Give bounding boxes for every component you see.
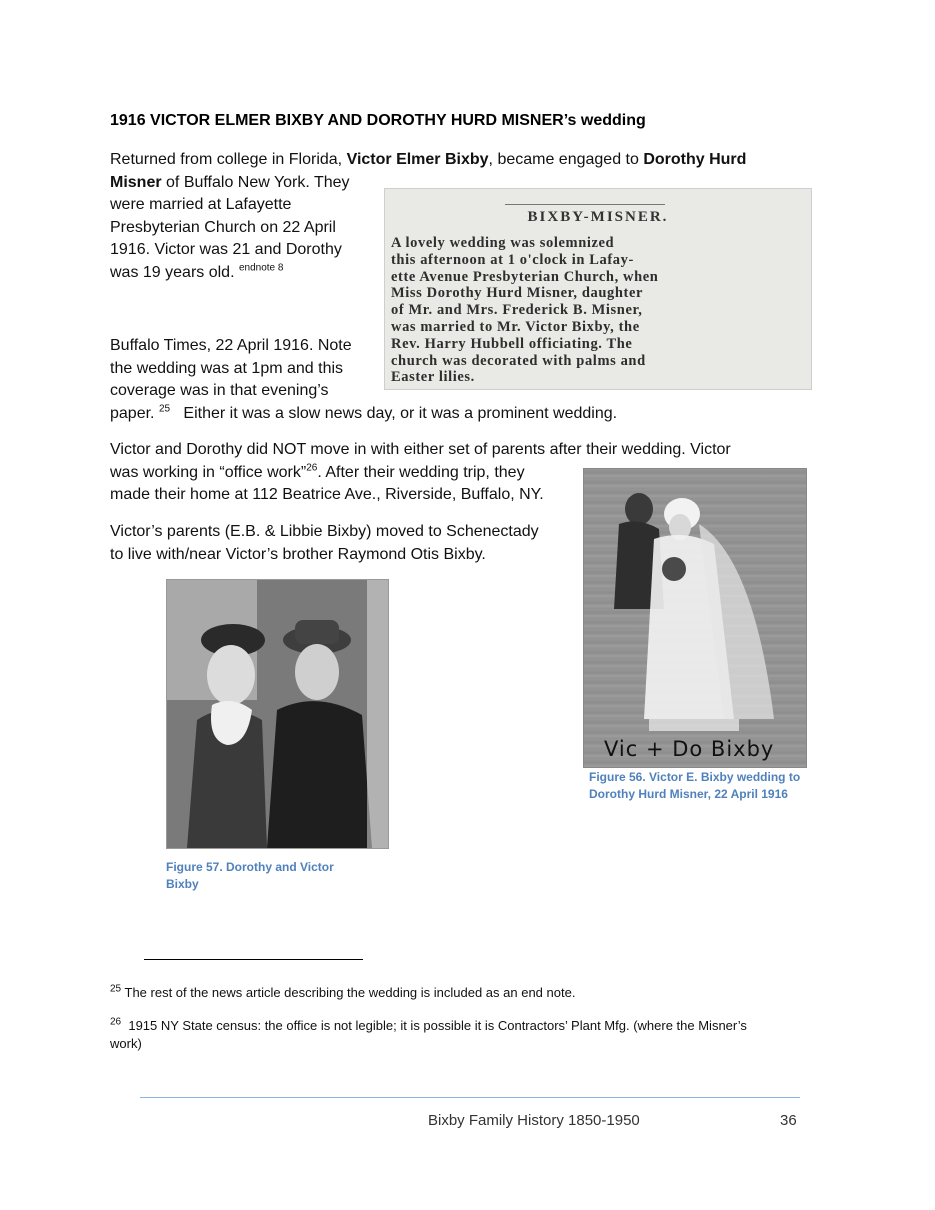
footnote-text: The rest of the news article describing the wedding is included as an end note. [121, 985, 576, 1000]
footnote-26-line-1 [110, 1017, 810, 1035]
parents-line-1: Victor’s parents (E.B. & Libbie Bixby) moved to Schenectady [110, 523, 539, 540]
clipping-line: church was decorated with palms and [391, 352, 646, 369]
clipping-line: Rev. Harry Hubbell officiating. The [391, 335, 633, 352]
clipping-line: was married to Mr. Victor Bixby, the [391, 318, 640, 335]
parents-line-2: to live with/near Victor’s brother Raymond Otis Bixby. [110, 545, 486, 563]
clipping-headline: BIXBY-MISNER. [527, 209, 669, 225]
figure-57-caption-line-2: Bixby [166, 877, 199, 891]
figure-56-caption [589, 769, 800, 803]
footnote-number: 25 [110, 983, 122, 995]
figure-56-caption-line-2: Dorothy Hurd Misner, 22 April 1916 [589, 787, 788, 801]
wedding-illustration [584, 469, 806, 767]
source-paragraph [110, 335, 617, 425]
source-line-4: paper. $^{25}$ Either it was a slow news day, or it was a prominent wedding. [110, 403, 618, 422]
source-line-3: coverage was in that evening’s [110, 382, 329, 399]
intro-line-6: was 19 years old. $^{endnote 8}$ [110, 262, 284, 281]
clipping-line: ette Avenue Presbyterian Church, when [391, 268, 659, 285]
clipping-line: of Mr. and Mrs. Frederick B. Misner, [391, 302, 643, 319]
residence-line-2: was working in “office work”$^{26}$. After their wedding trip, they [110, 462, 525, 481]
intro-line-2: Misner of Buffalo New York. They [110, 173, 350, 191]
footer-rule [140, 1097, 800, 1098]
footnote-ref-26[interactable]: 26 [306, 462, 318, 474]
footnote-25 [110, 984, 575, 1002]
wedding-photo [583, 468, 807, 768]
footnote-26 [110, 1017, 810, 1053]
clipping-line: this afternoon at 1 o'clock in Lafay- [391, 251, 634, 268]
parents-paragraph [110, 521, 539, 566]
footer-title: Bixby Family History 1850-1950 [428, 1112, 640, 1129]
figure-57-caption [166, 859, 334, 893]
footnote-26-line-2: work) [110, 1036, 142, 1051]
source-line-2: the wedding was at 1pm and this [110, 359, 344, 377]
photo-illustration [167, 580, 388, 848]
residence-line-3: made their home at 112 Beatrice Ave., Riverside, Buffalo, NY. [110, 486, 544, 503]
footnote-ref-25[interactable]: 25 [158, 403, 171, 415]
footnote-text: 1915 NY State census: the office is not legible; it is possible it is Contractors’ Plant Mfg. (where the Misner’s [121, 1018, 747, 1033]
page-number: 36 [780, 1112, 797, 1129]
clipping-line: Miss Dorothy Hurd Misner, daughter [391, 285, 644, 302]
residence-line-1: Victor and Dorothy did NOT move in with either set of parents after their wedding. Victor [110, 441, 731, 458]
intro-line-1: Returned from college in Florida, Victor Elmer Bixby, became engaged to Dorothy Hurd [110, 151, 747, 168]
clipping-line: Easter lilies. [391, 369, 475, 386]
figure-56-caption-line-1: Figure 56. Victor E. Bixby wedding to [589, 770, 801, 784]
figure-57-caption-line-1: Figure 57. Dorothy and Victor [166, 860, 334, 874]
dorothy-victor-photo [166, 579, 389, 849]
wedding-photo-handwriting: Vic + Do Bixby [604, 737, 775, 761]
endnote-ref: endnote 8 [238, 262, 284, 274]
footnote-number: 26 [110, 1016, 122, 1028]
source-line-1: Buffalo Times, 22 April 1916. Note [110, 337, 352, 354]
intro-line-4: Presbyterian Church on 22 April [110, 218, 336, 236]
footnote-separator [144, 959, 363, 960]
intro-line-5: 1916. Victor was 21 and Dorothy [110, 241, 342, 258]
clipping-rule [505, 204, 665, 205]
intro-line-3: were married at Lafayette [110, 196, 292, 213]
clipping-line: A lovely wedding was solemnized [391, 235, 615, 251]
section-heading: 1916 VICTOR ELMER BIXBY AND DOROTHY HURD MISNER’s wedding [110, 112, 646, 129]
